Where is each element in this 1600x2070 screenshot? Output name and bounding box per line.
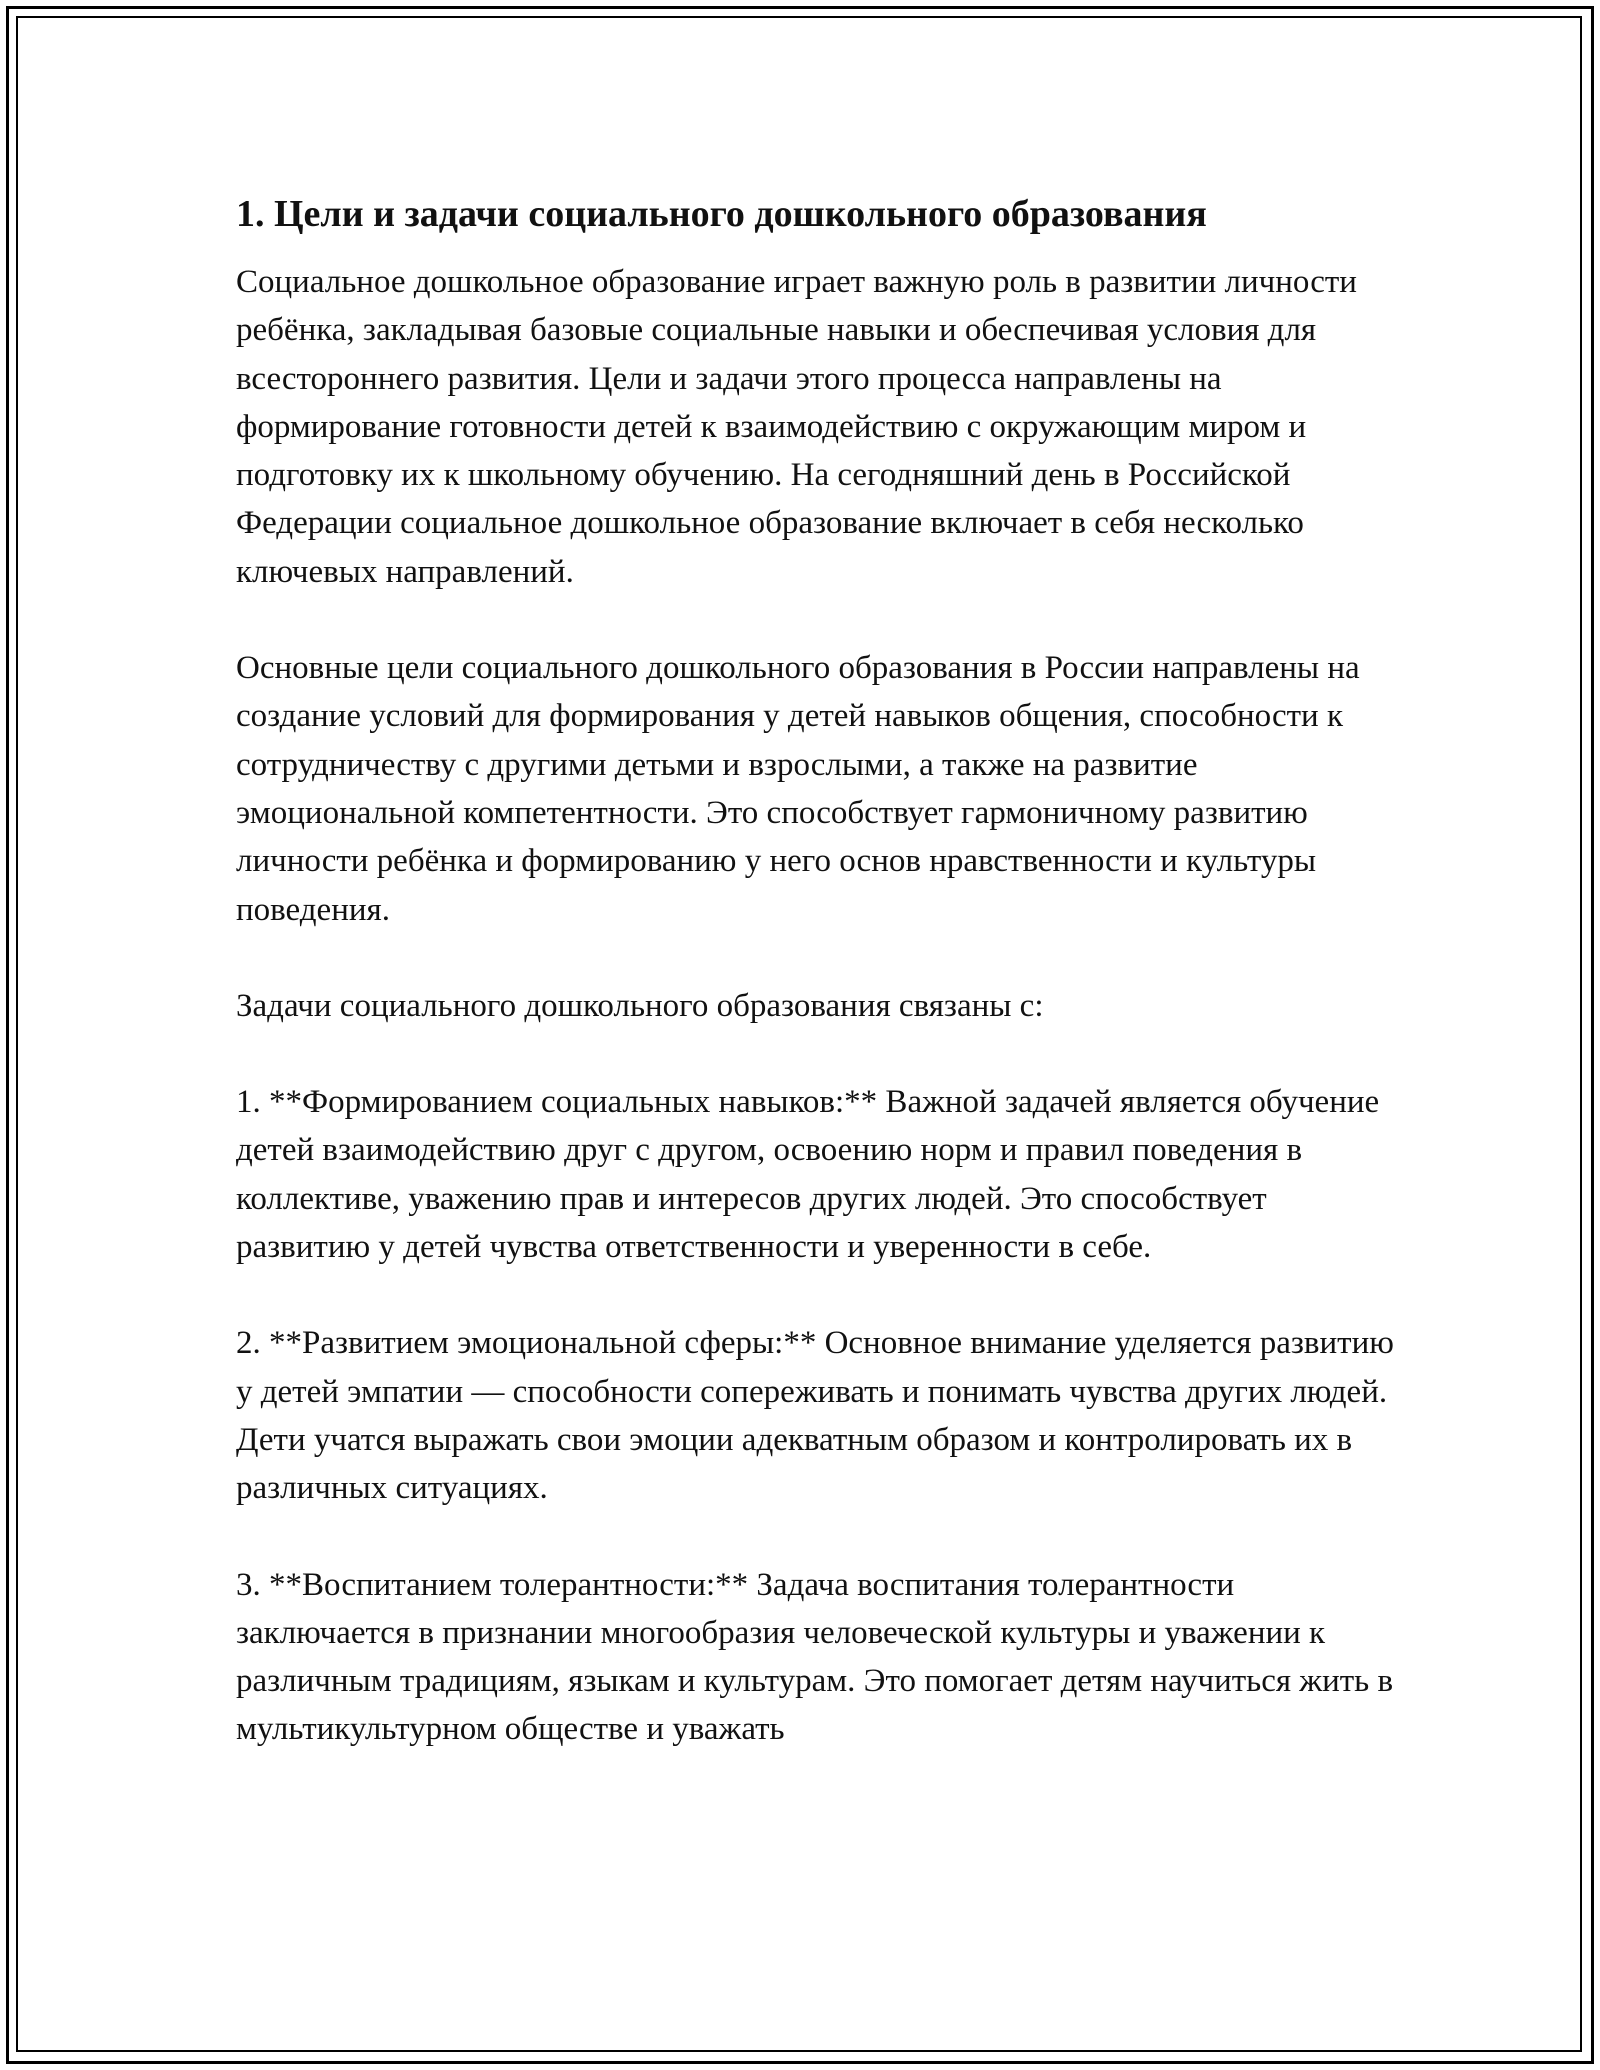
section-heading: 1. Цели и задачи социального дошкольного образования [236, 193, 1207, 235]
list-item-tolerance: 3. **Воспитанием толерантности:** Задача воспитания толерантности заключается в признании многообразия человеческой культуры и уважении к различным традициям, языкам и культурам. Это помогает детям научиться жить в мультикультурном обществе и уважать [236, 1566, 1394, 1748]
paragraph-tasks-lead: Задачи социального дошкольного образования связаны с: [236, 987, 1044, 1024]
paragraph-goals: Основные цели социального дошкольного образования в России направлены на создание условий для формирования у детей навыков общения, способности к сотрудничеству с другими детьми и взрослыми, а также на развитие эмоциональной компетентности. Это способствует гармоничному развитию личности ребёнка и формированию у него основ нравственности и культуры поведения. [236, 650, 1360, 928]
document-page [236, 190, 1396, 1754]
paragraph-intro: Социальное дошкольное образование играет важную роль в развитии личности ребёнка, закладывая базовые социальные навыки и обеспечивая условия для всестороннего развития. Цели и задачи этого процесса направлены на формирование готовности детей к взаимодействию с окружающим миром и подготовку их к школьному обучению. На сегодняшний день в Российской Федерации социальное дошкольное образование включает в себя несколько ключевых направлений. [236, 264, 1357, 590]
list-item-social-skills: 1. **Формированием социальных навыков:** Важной задачей является обучение детей взаимодействию друг с другом, освоению норм и правил поведения в коллективе, уважению прав и интересов других людей. Это способствует развитию у детей чувства ответственности и уверенности в себе. [236, 1084, 1380, 1266]
list-item-emotional-sphere: 2. **Развитием эмоциональной сферы:** Основное внимание уделяется развитию у детей эмпатии — способности сопереживать и понимать чувства других людей. Дети учатся выражать свои эмоции адекватным образом и контролировать их в различных ситуациях. [236, 1325, 1394, 1507]
